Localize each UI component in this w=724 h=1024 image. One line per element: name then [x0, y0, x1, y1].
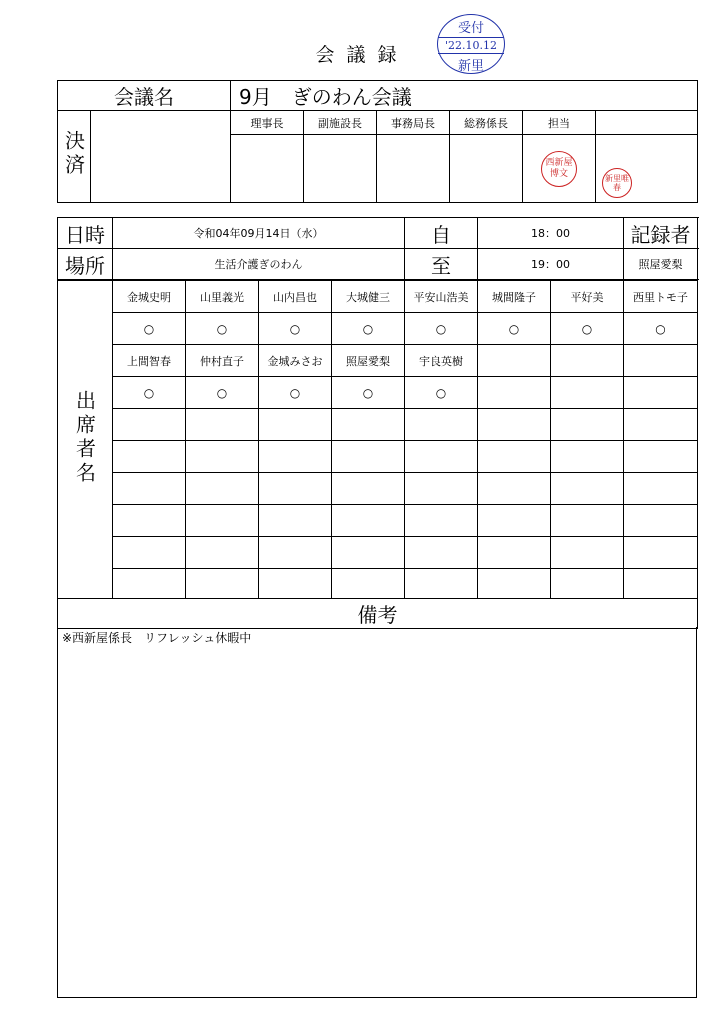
empty-cell: [113, 505, 186, 537]
empty-cell: [186, 409, 259, 441]
approval-blank: [91, 111, 231, 203]
empty-cell: [405, 569, 478, 599]
page-title: 会議録: [315, 44, 409, 66]
empty-cell: [186, 569, 259, 599]
empty-cell: [624, 441, 698, 473]
attendee-name: 照屋愛梨: [332, 345, 405, 377]
attendance-mark: ○: [332, 377, 405, 409]
empty-cell: [405, 537, 478, 569]
empty-cell: [478, 569, 551, 599]
empty-cell: [478, 505, 551, 537]
empty-cell: [332, 569, 405, 599]
notes-text: ※西新屋係長 リフレッシュ休暇中: [62, 631, 252, 645]
attendee-name: 宇良英樹: [405, 345, 478, 377]
attendee-name: 大城健三: [332, 281, 405, 313]
attendees-label: 出席者名: [58, 281, 113, 599]
notes-label: 備考: [58, 599, 698, 629]
to-label: 至: [405, 249, 478, 280]
datetime-value: 令和04年09月14日（水）: [113, 218, 405, 249]
empty-cell: [478, 441, 551, 473]
received-stamp: [437, 14, 505, 74]
empty-cell: [624, 345, 698, 377]
empty-cell: [551, 537, 624, 569]
empty-cell: [113, 537, 186, 569]
empty-cell: [259, 505, 332, 537]
attendance-mark: ○: [478, 313, 551, 345]
attendance-mark: ○: [259, 377, 332, 409]
empty-cell: [405, 409, 478, 441]
empty-cell: [332, 505, 405, 537]
attendance-mark: ○: [186, 377, 259, 409]
role-general-affairs: 総務係長: [450, 111, 523, 135]
empty-cell: [259, 441, 332, 473]
recorder-name: 照屋愛梨: [624, 249, 698, 280]
empty-cell: [405, 441, 478, 473]
empty-cell: [113, 441, 186, 473]
empty-cell: [332, 441, 405, 473]
empty-cell: [113, 569, 186, 599]
empty-cell: [478, 537, 551, 569]
role-extra-blank: [596, 111, 698, 135]
hanko-seal-extra: 新里唯春: [602, 168, 632, 198]
attendance-mark: ○: [332, 313, 405, 345]
from-time: 18：00: [478, 218, 624, 249]
attendance-mark: ○: [259, 313, 332, 345]
seal-chairman: [231, 135, 304, 203]
empty-cell: [624, 537, 698, 569]
attendee-name: 平安山浩美: [405, 281, 478, 313]
empty-cell: [332, 537, 405, 569]
empty-cell: [259, 537, 332, 569]
seal-in-charge: [523, 135, 596, 203]
empty-cell: [624, 569, 698, 599]
empty-cell: [551, 505, 624, 537]
empty-cell: [405, 505, 478, 537]
empty-cell: [624, 473, 698, 505]
meeting-details-table: [57, 217, 698, 280]
empty-cell: [186, 473, 259, 505]
place-value: 生活介護ぎのわん: [113, 249, 405, 280]
role-vice-director: 副施設長: [304, 111, 377, 135]
empty-cell: [332, 409, 405, 441]
role-chairman: 理事長: [231, 111, 304, 135]
received-stamp-top: 受付: [457, 21, 484, 36]
attendee-name: 上間智春: [113, 345, 186, 377]
empty-cell: [478, 377, 551, 409]
hanko-seal-in-charge: 西新屋博文: [541, 151, 577, 187]
attendee-name: 金城史明: [113, 281, 186, 313]
attendee-name: 城間隆子: [478, 281, 551, 313]
empty-cell: [551, 377, 624, 409]
role-in-charge: 担当: [523, 111, 596, 135]
attendee-name: 仲村直子: [186, 345, 259, 377]
empty-cell: [186, 441, 259, 473]
attendance-mark: ○: [624, 313, 698, 345]
seal-extra: [596, 135, 698, 203]
empty-cell: [551, 345, 624, 377]
attendance-mark: ○: [186, 313, 259, 345]
received-stamp-date: '22.10.12: [438, 37, 504, 54]
meeting-name-value: 9月 ぎのわん会議: [231, 81, 698, 111]
empty-cell: [478, 473, 551, 505]
empty-cell: [186, 537, 259, 569]
notes-area: [57, 627, 697, 998]
received-stamp-name: 新里: [457, 59, 484, 74]
recorder-label: 記録者: [624, 218, 698, 249]
empty-cell: [405, 473, 478, 505]
empty-cell: [551, 409, 624, 441]
empty-cell: [332, 473, 405, 505]
attendance-mark: ○: [405, 313, 478, 345]
seal-vice-director: [304, 135, 377, 203]
empty-cell: [624, 505, 698, 537]
meeting-name-label: 会議名: [58, 81, 231, 111]
empty-cell: [113, 409, 186, 441]
place-label: 場所: [58, 249, 113, 280]
seal-secretary-general: [377, 135, 450, 203]
attendance-mark: ○: [113, 377, 186, 409]
to-time: 19：00: [478, 249, 624, 280]
datetime-label: 日時: [58, 218, 113, 249]
approval-table: [57, 80, 698, 203]
attendee-name: 金城みさお: [259, 345, 332, 377]
empty-cell: [478, 345, 551, 377]
attendance-mark: ○: [113, 313, 186, 345]
empty-cell: [259, 409, 332, 441]
empty-cell: [551, 441, 624, 473]
from-label: 自: [405, 218, 478, 249]
empty-cell: [551, 569, 624, 599]
attendee-name: 山内昌也: [259, 281, 332, 313]
empty-cell: [113, 473, 186, 505]
empty-cell: [259, 473, 332, 505]
empty-cell: [478, 409, 551, 441]
role-secretary-general: 事務局長: [377, 111, 450, 135]
attendee-name: 西里トモ子: [624, 281, 698, 313]
empty-cell: [186, 505, 259, 537]
attendee-name: 平好美: [551, 281, 624, 313]
empty-cell: [259, 569, 332, 599]
attendance-mark: ○: [405, 377, 478, 409]
attendee-name: 山里義光: [186, 281, 259, 313]
attendees-table: [57, 280, 698, 629]
attendance-mark: ○: [551, 313, 624, 345]
empty-cell: [624, 409, 698, 441]
seal-general-affairs: [450, 135, 523, 203]
approval-label: 決済: [58, 111, 91, 203]
empty-cell: [551, 473, 624, 505]
empty-cell: [624, 377, 698, 409]
